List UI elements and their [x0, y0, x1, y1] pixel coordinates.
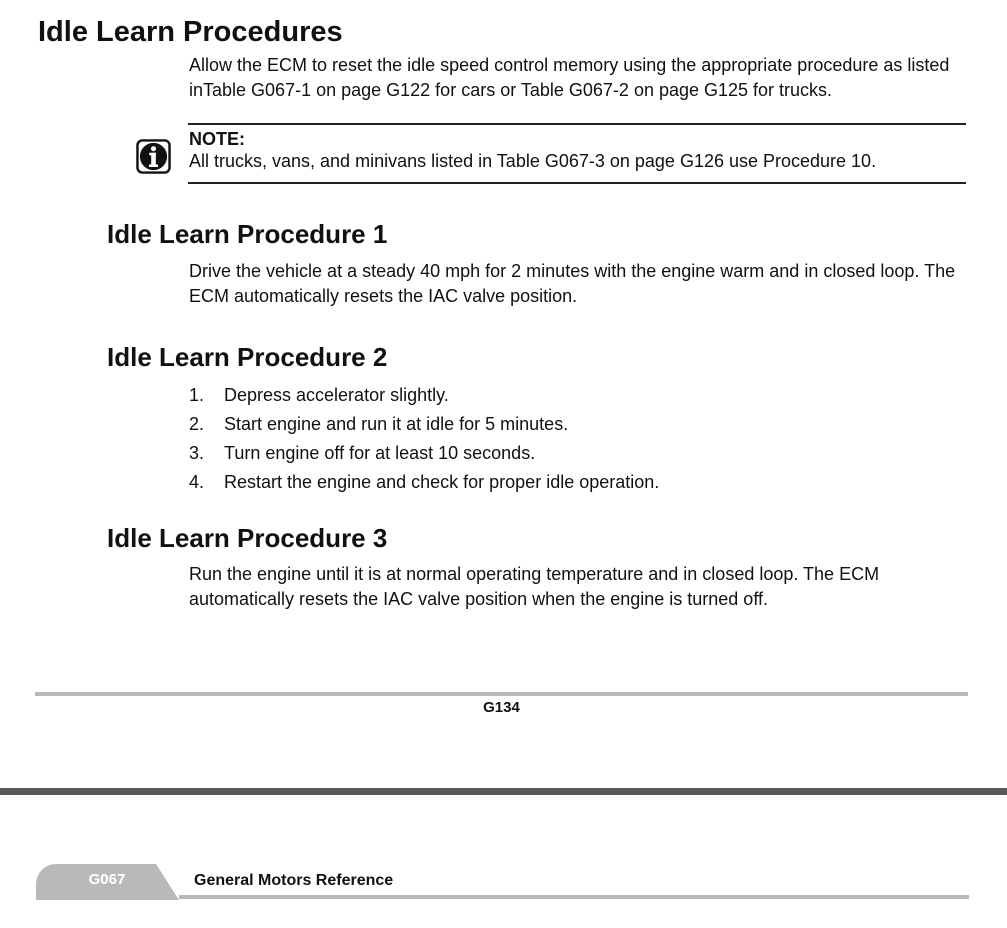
step-number: 1. — [189, 385, 205, 405]
procedure-2-step — [189, 439, 659, 468]
procedure-2-step — [189, 410, 659, 439]
info-icon — [136, 139, 171, 174]
intro-paragraph: Allow the ECM to reset the idle speed control memory using the appropriate procedure as listed inTable G067-1 on page G122 for cars or Table G067-2 on page G125 for trucks. — [189, 55, 950, 100]
step-text: Depress accelerator slightly. — [224, 385, 449, 405]
page-bottom-rule — [35, 692, 968, 696]
step-number: 2. — [189, 414, 205, 434]
procedure-1-heading: Idle Learn Procedure 1 — [107, 219, 388, 249]
procedure-2-steps — [189, 381, 659, 497]
page-divider — [0, 788, 1007, 795]
procedure-1-body: Drive the vehicle at a steady 40 mph for 2 minutes with the engine warm and in closed loop. The ECM automatically resets the IAC valve position. — [189, 261, 956, 306]
page-title: Idle Learn Procedures — [38, 16, 343, 48]
footer-title: General Motors Reference — [194, 872, 394, 889]
note-text: All trucks, vans, and minivans listed in Table G067-3 on page G126 use Procedure 10. — [189, 151, 877, 171]
procedure-2-heading: Idle Learn Procedure 2 — [107, 342, 388, 372]
procedure-3-heading: Idle Learn Procedure 3 — [107, 523, 388, 553]
procedure-3-body: Run the engine until it is at normal operating temperature and in closed loop. The ECM automatically resets the IAC valve position when the engine is turned off. — [189, 564, 880, 609]
footer-rule — [179, 895, 969, 899]
page-number: G134 — [483, 699, 520, 716]
step-text: Start engine and run it at idle for 5 minutes. — [224, 414, 569, 434]
step-text: Restart the engine and check for proper idle operation. — [224, 472, 660, 492]
step-number: 3. — [189, 443, 205, 463]
step-text: Turn engine off for at least 10 seconds. — [224, 443, 536, 463]
note-heading: NOTE: — [189, 129, 245, 149]
procedure-2-step — [189, 381, 659, 410]
procedure-2-step — [189, 468, 659, 497]
step-number: 4. — [189, 472, 205, 492]
footer-section-label: G067 — [88, 871, 126, 888]
